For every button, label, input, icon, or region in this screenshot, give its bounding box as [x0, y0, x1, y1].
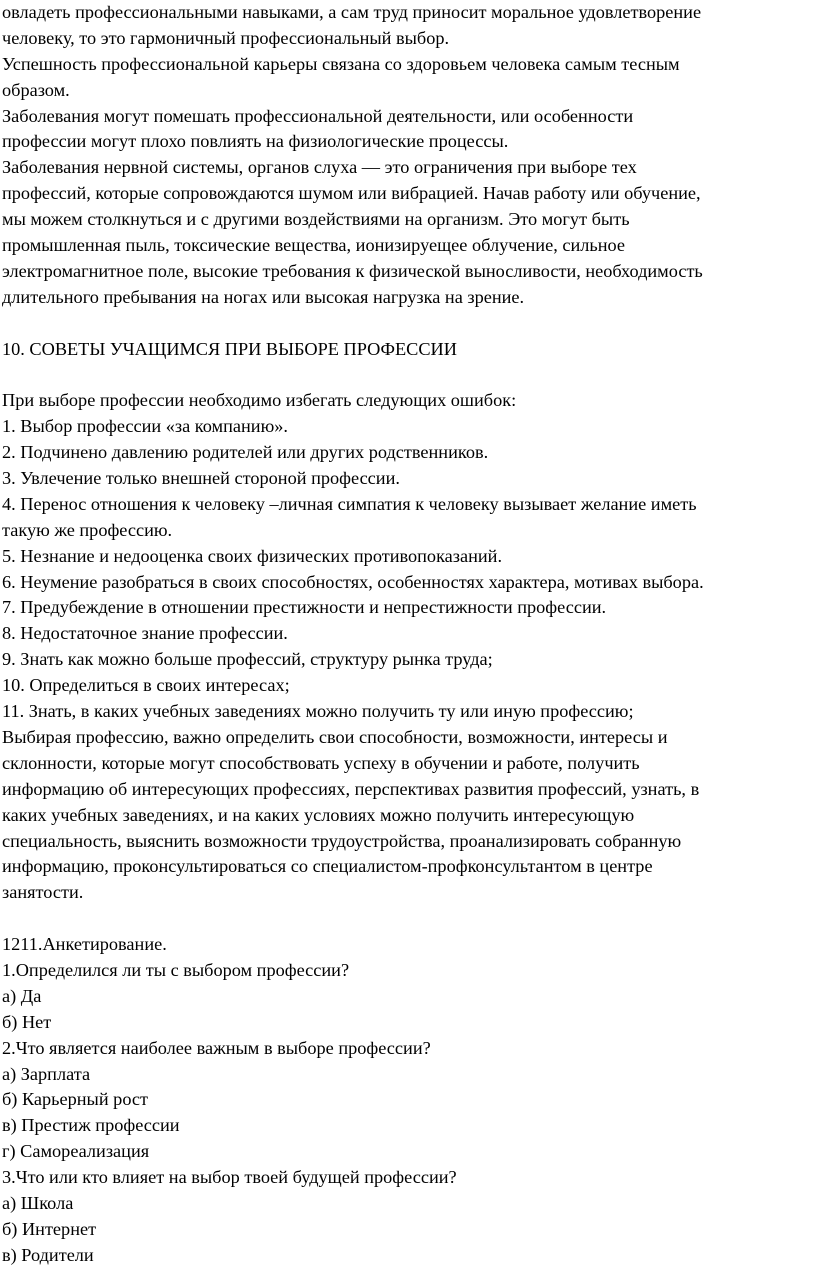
text-line: образом.	[2, 79, 70, 100]
text-line: мы можем столкнуться и с другими воздействиями на организм. Это могут быть	[2, 209, 630, 230]
survey-option: б) Интернет	[2, 1218, 97, 1239]
list-item: 8. Недостаточное знание профессии.	[2, 623, 288, 644]
text-line: электромагнитное поле, высокие требования к физической выносливости, необходимость	[2, 260, 703, 281]
text-line: профессии могут плохо повлиять на физиологические процессы.	[2, 131, 509, 152]
survey-option: а) Школа	[2, 1192, 74, 1213]
survey-option: в) Престиж профессии	[2, 1115, 180, 1136]
text-line: длительного пребывания на ногах или высокая нагрузка на зрение.	[2, 286, 525, 307]
blank-line	[2, 311, 812, 337]
survey-question: 1.Определился ли ты с выбором профессии?	[2, 959, 350, 980]
list-item: 1. Выбор профессии «за компанию».	[2, 416, 288, 437]
text-line: Заболевания нервной системы, органов слуха — это ограничения при выборе тех	[2, 157, 637, 178]
text-line: каких учебных заведениях, и на каких условиях можно получить интересующую	[2, 804, 635, 825]
list-item: 6. Неумение разобраться в своих способностях, особенностях характера, мотивах выбора.	[2, 571, 704, 592]
list-item: 2. Подчинено давлению родителей или других родственников.	[2, 442, 489, 463]
list-item: 3. Увлечение только внешней стороной профессии.	[2, 468, 400, 489]
survey-section	[2, 932, 812, 1269]
list-item: такую же профессию.	[2, 519, 173, 540]
text-line: информацию об интересующих профессиях, перспективах развития профессий, узнать, в	[2, 778, 700, 799]
text-line: Заболевания могут помешать профессиональной деятельности, или особенности	[2, 105, 634, 126]
text-line: информацию, проконсультироваться со специалистом-профконсультантом в центре	[2, 856, 653, 877]
text-line: человеку, то это гармоничный профессиональный выбор.	[2, 27, 450, 48]
text-line: профессий, которые сопровождаются шумом или вибрацией. Начав работу или обучение,	[2, 183, 701, 204]
text-line: Успешность профессиональной карьеры связана со здоровьем человека самым тесным	[2, 53, 680, 74]
survey-option: б) Нет	[2, 1011, 52, 1032]
survey-option: в) Родители	[2, 1244, 94, 1265]
text-line: специальность, выяснить возможности трудоустройства, проанализировать собранную	[2, 830, 682, 851]
survey-option: г) Самореализация	[2, 1141, 150, 1162]
list-item: 4. Перенос отношения к человеку –личная симпатия к человеку вызывает желание иметь	[2, 493, 697, 514]
list-item: 5. Незнание и недооценка своих физических противопоказаний.	[2, 545, 503, 566]
survey-option: б) Карьерный рост	[2, 1089, 149, 1110]
survey-option: а) Да	[2, 985, 42, 1006]
blank-line	[2, 362, 812, 388]
list-item: 11. Знать, в каких учебных заведениях можно получить ту или иную профессию;	[2, 701, 634, 722]
survey-title: 1211.Анкетирование.	[2, 934, 167, 955]
text-line: овладеть профессиональными навыками, а сам труд приносит моральное удовлетворение	[2, 2, 702, 22]
survey-option: а) Зарплата	[2, 1063, 91, 1084]
list-item: 7. Предубеждение в отношении престижности и непрестижности профессии.	[2, 597, 607, 618]
blank-line	[2, 906, 812, 932]
survey-question: 3.Что или кто влияет на выбор твоей будущей профессии?	[2, 1167, 457, 1188]
advice-list	[2, 388, 812, 906]
section-heading: 10. СОВЕТЫ УЧАЩИМСЯ ПРИ ВЫБОРЕ ПРОФЕССИИ	[2, 338, 457, 359]
text-line: Выбирая профессию, важно определить свои способности, возможности, интересы и	[2, 726, 668, 747]
survey-question: 2.Что является наиболее важным в выборе профессии?	[2, 1037, 431, 1058]
text-line: промышленная пыль, токсические вещества, ионизируещее облучение, сильное	[2, 235, 625, 256]
list-item: 9. Знать как можно больше профессий, структуру рынка труда;	[2, 649, 493, 670]
intro-paragraphs	[2, 0, 812, 311]
text-line: склонности, которые могут способствовать успеху в обучении и работе, получить	[2, 752, 640, 773]
text-line: При выборе профессии необходимо избегать следующих ошибок:	[2, 390, 517, 411]
list-item: 10. Определиться в своих интересах;	[2, 675, 290, 696]
text-line: занятости.	[2, 882, 84, 903]
